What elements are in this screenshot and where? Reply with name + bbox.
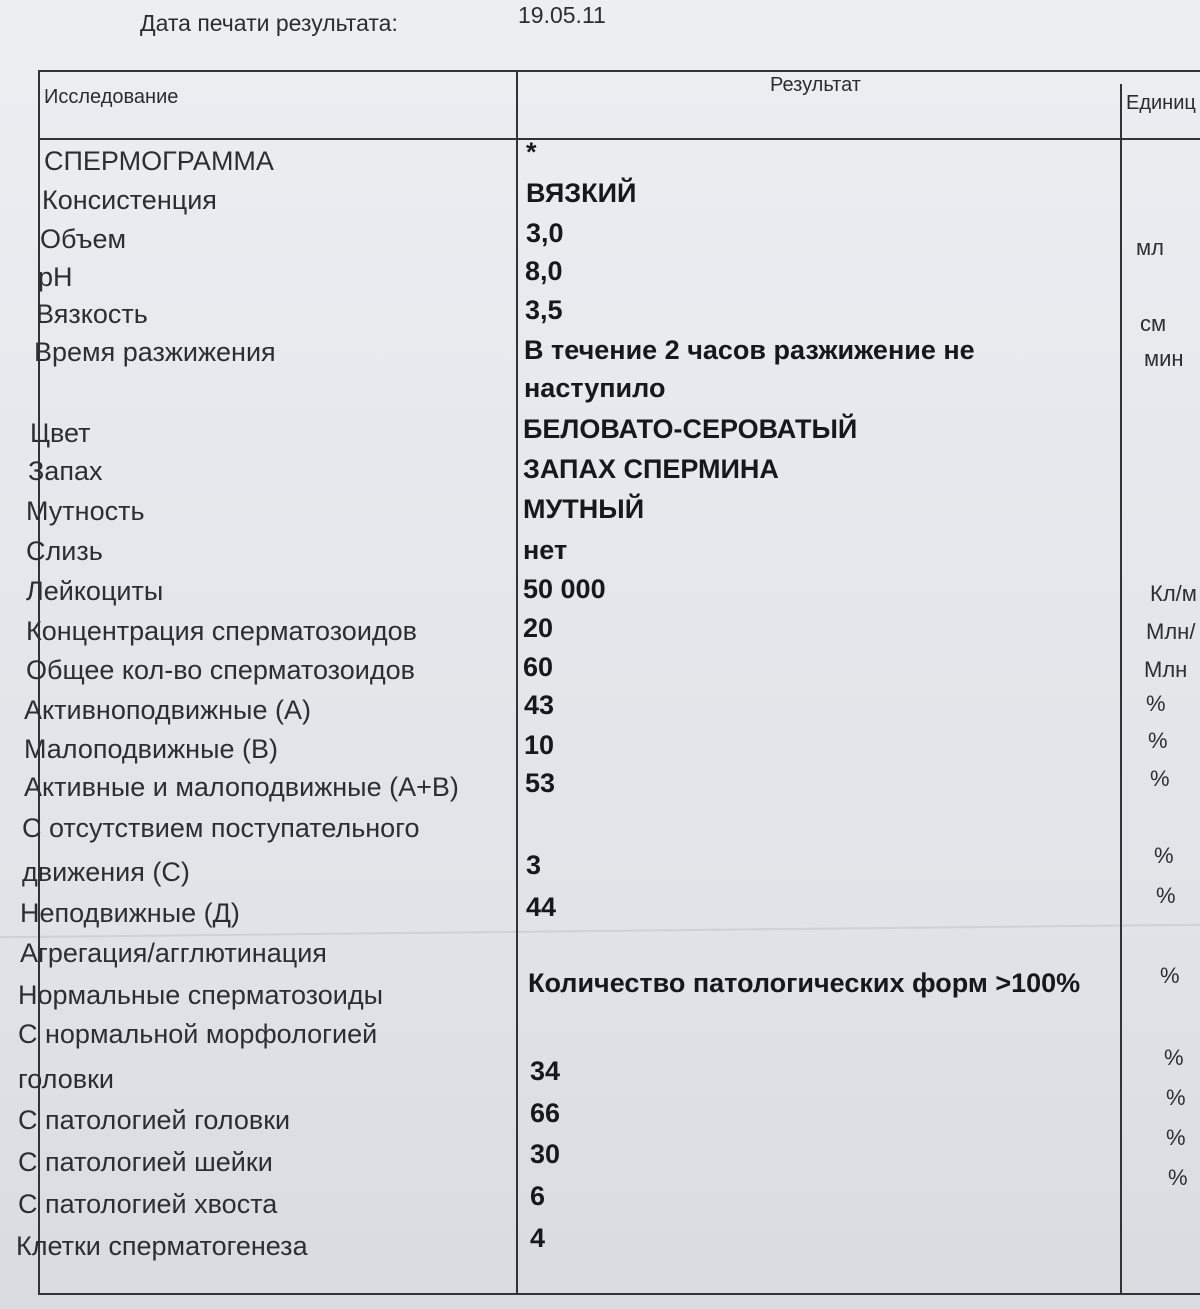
column-header-units: Единиц (1126, 92, 1196, 114)
test-unit: % (1166, 1085, 1186, 1110)
test-name: Концентрация сперматозоидов (26, 616, 418, 646)
test-name: Лейкоциты (26, 576, 164, 606)
test-result: 8,0 (525, 256, 563, 286)
test-unit: % (1156, 883, 1176, 908)
test-name: Общее кол-во сперматозоидов (26, 655, 415, 685)
test-name: Мутность (26, 496, 145, 526)
test-name: Слизь (26, 536, 103, 566)
test-name: С патологией головки (18, 1105, 291, 1135)
column-divider (516, 70, 518, 1295)
test-unit: % (1154, 843, 1174, 868)
test-result: БЕЛОВАТО-СЕРОВАТЫЙ (523, 414, 858, 444)
test-result: 60 (523, 652, 554, 682)
header-divider (38, 138, 1200, 140)
test-result: 3,0 (526, 218, 564, 248)
test-name: Клетки сперматогенеза (16, 1231, 308, 1261)
test-name: Неподвижные (Д) (20, 898, 240, 928)
test-name: Консистенция (42, 185, 217, 215)
test-unit: % (1168, 1165, 1188, 1190)
test-unit: Млн (1144, 657, 1188, 682)
test-name: Время разжижения (34, 337, 276, 367)
test-name: Активные и малоподвижные (А+В) (24, 772, 459, 802)
test-result: 20 (523, 613, 554, 643)
test-result: 34 (530, 1056, 561, 1086)
test-unit: Млн/ (1146, 619, 1196, 644)
test-result: В течение 2 часов разжижение не (524, 335, 975, 365)
test-name: Запах (28, 456, 103, 486)
test-result: 44 (526, 892, 557, 922)
test-result: 4 (530, 1223, 546, 1253)
print-date: 19.05.11 (518, 2, 606, 28)
test-result: 53 (525, 768, 556, 798)
test-name: С патологией шейки (18, 1147, 273, 1177)
test-name: Малоподвижные (В) (24, 734, 278, 764)
column-header-study: Исследование (44, 86, 179, 108)
test-result: 43 (524, 690, 555, 720)
test-result: 3 (526, 850, 542, 880)
test-name: С патологией хвоста (18, 1189, 278, 1219)
test-result: * (526, 137, 537, 167)
test-name: Цвет (30, 418, 91, 448)
test-result: МУТНЫЙ (523, 494, 645, 524)
test-name-continued: движения (С) (22, 857, 190, 887)
test-unit: % (1160, 963, 1180, 988)
test-unit: % (1146, 691, 1166, 716)
test-name-continued: головки (18, 1064, 114, 1094)
test-name: Агрегация/агглютинация (20, 938, 327, 968)
test-name: Активноподвижные (А) (24, 695, 311, 725)
test-name: С нормальной морфологией (18, 1019, 378, 1049)
test-result: ЗАПАХ СПЕРМИНА (523, 454, 779, 484)
test-unit: Кл/м (1150, 581, 1197, 606)
test-result: 50 000 (523, 574, 606, 604)
test-result: 66 (530, 1098, 561, 1128)
test-unit: % (1148, 728, 1168, 753)
test-unit: % (1164, 1045, 1184, 1070)
test-result: Количество патологических форм >100% (528, 968, 1081, 998)
test-result: 3,5 (525, 295, 563, 325)
test-name: С отсутствием поступательного (22, 813, 420, 843)
column-header-result: Результат (770, 74, 861, 96)
test-name: СПЕРМОГРАММА (44, 146, 274, 176)
test-result: нет (523, 535, 568, 565)
test-name: Нормальные сперматозоиды (18, 980, 384, 1010)
column-divider (1120, 84, 1122, 1295)
print-date-label: Дата печати результата: (140, 10, 398, 36)
test-unit: мин (1144, 346, 1184, 371)
test-unit: % (1150, 766, 1170, 791)
test-result: 30 (530, 1139, 561, 1169)
test-result: 6 (530, 1181, 546, 1211)
test-name: Объем (40, 224, 127, 254)
test-result: ВЯЗКИЙ (526, 178, 637, 208)
test-name: Вязкость (36, 299, 148, 329)
test-unit: мл (1136, 235, 1164, 260)
test-unit: % (1166, 1125, 1186, 1150)
test-result-continued: наступило (524, 373, 666, 403)
test-unit: см (1140, 311, 1167, 336)
test-result: 10 (524, 730, 555, 760)
test-name: pH (38, 262, 73, 292)
